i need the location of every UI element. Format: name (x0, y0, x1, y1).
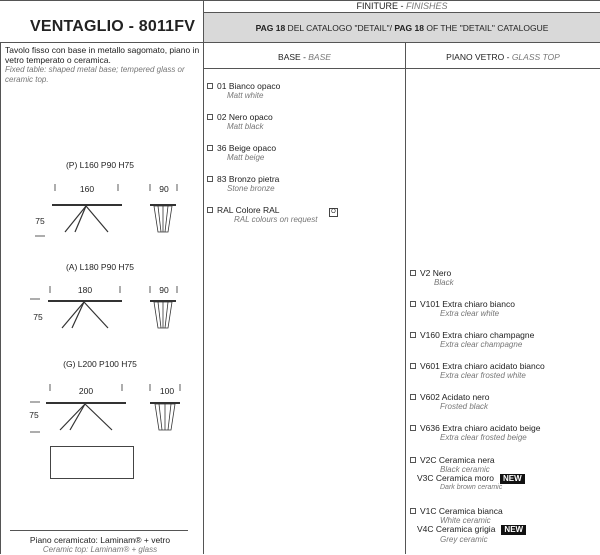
new-badge: NEW (501, 525, 526, 535)
base-finish-item[interactable] (207, 81, 403, 112)
checkbox[interactable] (410, 363, 416, 369)
glass-finish-sub: Frosted black (440, 402, 489, 411)
checkbox[interactable] (410, 270, 416, 276)
glass-finish-sub: Black (434, 278, 454, 287)
size-code-g: (G) L200 P100 H75 (63, 359, 137, 369)
base-finish-item[interactable] (207, 143, 403, 174)
ceramic-finish-list (410, 455, 598, 546)
glass-finish-item[interactable] (410, 361, 598, 392)
glass-finish-item[interactable] (410, 423, 598, 454)
base-en: BASE (308, 52, 331, 62)
ral-badge: O (329, 208, 338, 217)
height-label-p: 75 (35, 216, 45, 226)
catalogue-page-it: PAG 18 (255, 23, 286, 33)
catalogue-page-en: PAG 18 (394, 23, 424, 33)
ceramic-finish-item[interactable] (410, 473, 598, 506)
glass-finish-label: V636 Extra chiaro acidato beige (420, 423, 541, 433)
header-bottom-border (0, 42, 600, 43)
length-label-a: 180 (77, 285, 93, 295)
size-code-a: (A) L180 P90 H75 (65, 262, 135, 272)
checkbox[interactable] (207, 207, 213, 213)
glass-finish-label: V160 Extra chiaro champagne (420, 330, 535, 340)
glass-finish-sub: Extra clear frosted beige (440, 433, 527, 442)
checkbox[interactable] (410, 457, 416, 463)
checkbox[interactable] (410, 508, 416, 514)
catalogue-text-en: OF THE "DETAIL" CATALOGUE (423, 23, 549, 33)
description-it: Tavolo fisso con base in metallo sagomato, piano in vetro temperato o ceramica. (5, 45, 200, 65)
finiture-en: FINISHES (405, 1, 448, 11)
description-en: Fixed table: shaped metal base; tempered glass or ceramic top. (5, 65, 185, 84)
ceramic-finish-item[interactable] (410, 506, 598, 524)
ceramic-finish-item[interactable] (410, 455, 598, 473)
finiture-it: FINITURE - (356, 1, 406, 11)
ceramic-finish-sub: Grey ceramic (440, 535, 488, 544)
footer-rule (10, 530, 188, 531)
base-finish-label: RAL Colore RAL (217, 205, 280, 215)
glass-it: PIANO VETRO - (446, 52, 512, 62)
glass-finish-sub: Extra clear frosted white (440, 371, 526, 380)
checkbox[interactable] (410, 425, 416, 431)
base-finish-item[interactable] (207, 205, 403, 236)
base-finish-sub: RAL colours on request (234, 215, 318, 224)
checkbox[interactable] (410, 394, 416, 400)
ceramic-finish-label: V1C Ceramica bianca (420, 506, 503, 516)
base-finish-label: 01 Bianco opaco (217, 81, 281, 91)
glass-column-header (406, 52, 600, 62)
glass-finish-list (410, 268, 598, 454)
base-finish-sub: Matt white (227, 91, 264, 100)
ceramic-finish-label: V2C Ceramica nera (420, 455, 495, 465)
length-label-p: 160 (79, 184, 95, 194)
depth-label-a: 90 (159, 285, 169, 295)
glass-finish-sub: Extra clear champagne (440, 340, 523, 349)
glass-finish-item[interactable] (410, 330, 598, 361)
checkbox[interactable] (410, 332, 416, 338)
base-finish-sub: Stone bronze (227, 184, 275, 193)
column-header-border (203, 68, 600, 69)
checkbox[interactable] (207, 114, 213, 120)
base-it: BASE - (278, 52, 309, 62)
finiture-heading (204, 1, 600, 12)
glass-finish-label: V2 Nero (420, 268, 452, 278)
base-finish-label: 83 Bronzo pietra (217, 174, 280, 184)
base-finish-sub: Matt beige (227, 153, 265, 162)
base-finish-item[interactable] (207, 112, 403, 143)
length-label-g: 200 (78, 386, 94, 396)
checkbox[interactable] (207, 176, 213, 182)
middle-column-divider (405, 43, 406, 554)
product-description (5, 45, 200, 85)
ceramic-finish-sub: Dark brown ceramic (440, 484, 503, 491)
checkbox[interactable] (410, 301, 416, 307)
size-code-p: (P) L160 P90 H75 (65, 160, 135, 170)
base-column-header (204, 52, 405, 62)
depth-label-p: 90 (159, 184, 169, 194)
base-finish-label: 02 Nero opaco (217, 112, 273, 122)
glass-finish-label: V602 Acidato nero (420, 392, 490, 402)
base-finish-sub: Matt black (227, 122, 264, 131)
product-title: VENTAGLIO - 8011FV (30, 18, 196, 35)
footer-note (0, 535, 200, 555)
ceramic-finish-label: V4C Ceramica grigia (417, 524, 496, 534)
left-column-divider (203, 0, 204, 554)
ceramic-sample-box (50, 446, 134, 479)
footer-it: Piano ceramicato: Laminam® + vetro (29, 535, 171, 545)
checkbox[interactable] (207, 145, 213, 151)
glass-en: GLASS TOP (511, 52, 560, 62)
depth-label-g: 100 (159, 386, 175, 396)
height-label-a: 75 (33, 312, 43, 322)
glass-finish-item[interactable] (410, 268, 598, 299)
catalogue-reference (204, 23, 600, 33)
ceramic-finish-sub: White ceramic (440, 516, 491, 525)
glass-finish-label: V601 Extra chiaro acidato bianco (420, 361, 545, 371)
base-finish-item[interactable] (207, 174, 403, 205)
glass-finish-item[interactable] (410, 392, 598, 423)
catalogue-text-it: DEL CATALOGO "DETAIL"/ (285, 23, 395, 33)
checkbox[interactable] (207, 83, 213, 89)
ceramic-finish-label: V3C Ceramica moro (417, 473, 494, 483)
glass-finish-label: V101 Extra chiaro bianco (420, 299, 515, 309)
ceramic-finish-item[interactable] (410, 524, 598, 546)
base-finish-list (207, 81, 403, 236)
base-finish-label: 36 Beige opaco (217, 143, 277, 153)
height-label-g: 75 (29, 410, 39, 420)
ceramic-finish-sub: Black ceramic (440, 465, 490, 474)
glass-finish-sub: Extra clear white (440, 309, 500, 318)
glass-finish-item[interactable] (410, 299, 598, 330)
new-badge: NEW (500, 474, 525, 484)
footer-en: Ceramic top: Laminam® + glass (42, 545, 158, 554)
